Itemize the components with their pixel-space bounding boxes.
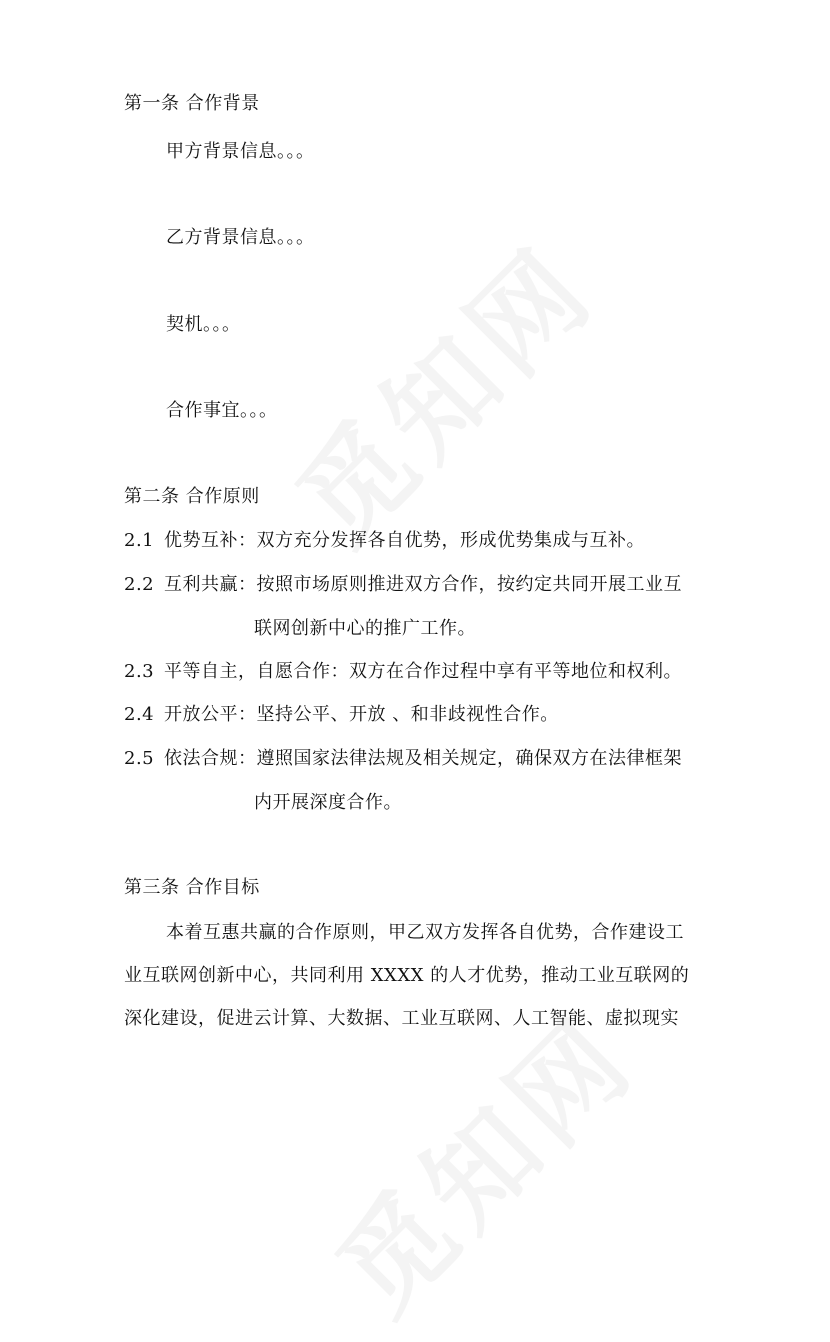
section-heading: 第一条 合作背景 <box>124 93 260 114</box>
paragraph: 契机。。。 <box>166 314 241 335</box>
item-number: 2.1 <box>124 530 155 551</box>
principle-item <box>124 746 682 772</box>
paragraph: 乙方背景信息。。。 <box>166 227 315 248</box>
principle-item <box>124 659 682 685</box>
item-number: 2.2 <box>124 574 155 595</box>
paragraph: 合作事宜。。。 <box>166 400 278 421</box>
item-text: 遵照国家法律法规及相关规定，确保双方在法律框架 <box>256 748 682 769</box>
paragraph-line: 业互联网创新中心，共同利用 XXXX 的人才优势，推动工业互联网的 <box>124 965 690 986</box>
item-text: 双方在合作过程中享有平等地位和权利。 <box>349 661 682 682</box>
item-text: 双方充分发挥各自优势，形成优势集成与互补。 <box>256 530 645 551</box>
principle-item <box>124 702 559 728</box>
item-title: 依法合规： <box>164 748 257 769</box>
item-text: 坚持公平、开放 、和非歧视性合作。 <box>256 704 559 725</box>
item-title: 开放公平： <box>164 704 257 725</box>
section-heading: 第三条 合作目标 <box>124 877 260 898</box>
item-text-continued: 内开展深度合作。 <box>254 792 402 813</box>
principle-item <box>124 572 682 598</box>
section-heading: 第二条 合作原则 <box>124 486 260 507</box>
item-number: 2.5 <box>124 748 155 769</box>
item-title: 平等自主，自愿合作： <box>164 661 349 682</box>
item-number: 2.3 <box>124 661 155 682</box>
item-title: 优势互补： <box>164 530 257 551</box>
principle-item <box>124 528 645 554</box>
paragraph-line: 深化建设，促进云计算、大数据、工业互联网、人工智能、虚拟现实 <box>124 1008 679 1029</box>
item-text: 按照市场原则推进双方合作，按约定共同开展工业互 <box>256 574 682 595</box>
paragraph: 甲方背景信息。。。 <box>166 141 315 162</box>
paragraph-line: 本着互惠共赢的合作原则，甲乙双方发挥各自优势，合作建设工 <box>166 922 684 943</box>
item-text-continued: 联网创新中心的推广工作。 <box>254 618 476 639</box>
watermark <box>257 206 623 572</box>
item-title: 互利共赢： <box>164 574 257 595</box>
item-number: 2.4 <box>124 704 155 725</box>
